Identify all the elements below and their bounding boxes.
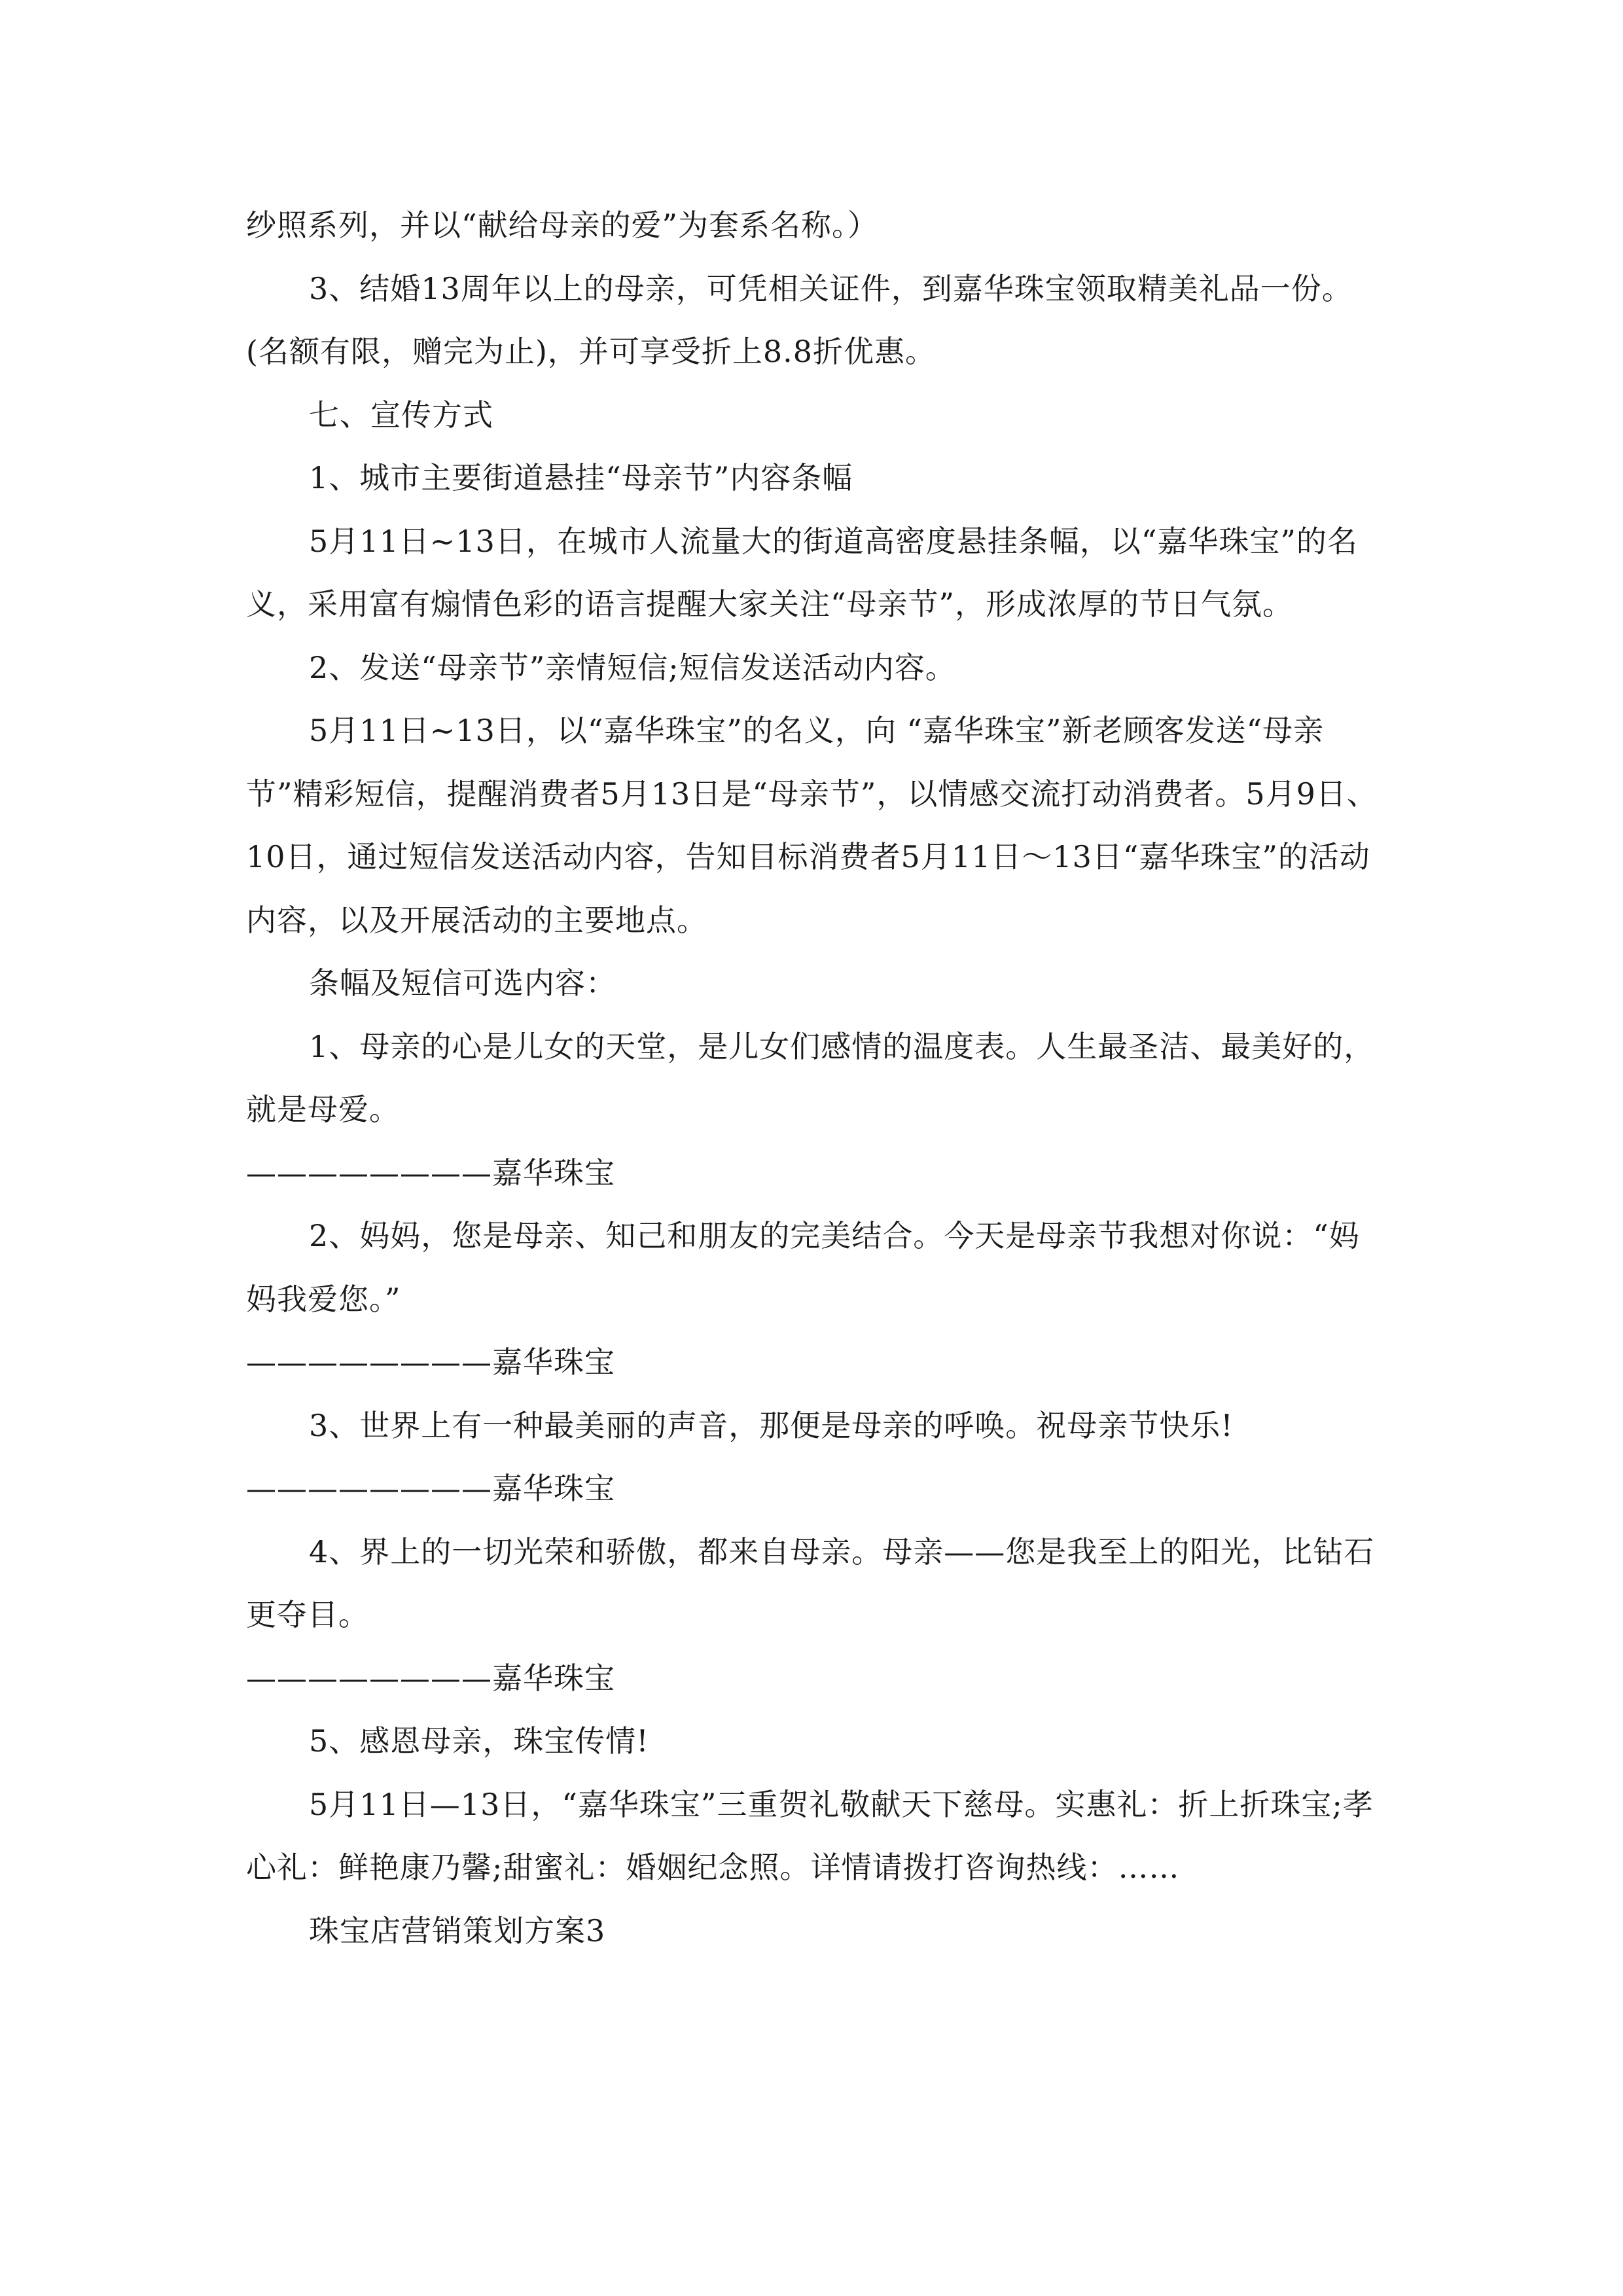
paragraph-banner-heading: 1、城市主要街道悬挂“母亲节”内容条幅	[309, 460, 853, 495]
paragraph-option-5: 5、感恩母亲，珠宝传情!	[309, 1723, 649, 1759]
section-heading-publicity: 七、宣传方式	[309, 397, 493, 433]
signature-line: ————————嘉华珠宝	[246, 1155, 615, 1191]
paragraph-option-3: 3、世界上有一种最美丽的声音，那便是母亲的呼唤。祝母亲节快乐!	[309, 1407, 1234, 1443]
signature-line: ————————嘉华珠宝	[246, 1344, 615, 1380]
paragraph-option-1: 1、母亲的心是儿女的天堂，是儿女们感情的温度表。人生最圣洁、最美好的，就是母爱。	[246, 1028, 1375, 1127]
paragraph-banner-detail: 5月11日~13日，在城市人流量大的街道高密度悬挂条幅，以“嘉华珠宝”的名义，采用富有煽情色彩的语言提醒大家关注“母亲节”，形成浓厚的节日气氛。	[246, 523, 1358, 622]
paragraph-option-2: 2、妈妈，您是母亲、知己和朋友的完美结合。今天是母亲节我想对你说：“妈妈我爱您。”	[246, 1218, 1360, 1317]
signature-line: ————————嘉华珠宝	[246, 1471, 615, 1506]
paragraph-continuation: 纱照系列，并以“献给母亲的爱”为套系名称。）	[246, 207, 879, 243]
paragraph-option-4: 4、界上的一切光荣和骄傲，都来自母亲。母亲——您是我至上的阳光，比钻石更夺目。	[246, 1534, 1375, 1632]
paragraph-options-heading: 条幅及短信可选内容：	[309, 965, 616, 1001]
section-title-plan-3: 珠宝店营销策划方案3	[309, 1912, 606, 1948]
paragraph-sms-detail: 5月11日~13日，以“嘉华珠宝”的名义，向 “嘉华珠宝”新老顾客发送“母亲节”精彩短信，提醒消费者5月13日是“母亲节”，以情感交流打动消费者。5月9日、10日，通过短信发送活动内容，告知目标消费者5月11日～13日“嘉华珠宝”的活动内容，以及开展活动的主要地点。	[246, 713, 1378, 938]
paragraph-promotion-detail: 5月11日—13日，“嘉华珠宝”三重贺礼敬献天下慈母。实惠礼：折上折珠宝;孝心礼：鲜艳康乃馨;甜蜜礼：婚姻纪念照。详情请拨打咨询热线：……	[246, 1786, 1374, 1885]
document-body	[246, 194, 1385, 1962]
signature-line: ————————嘉华珠宝	[246, 1660, 615, 1696]
paragraph-item-3: 3、结婚13周年以上的母亲，可凭相关证件，到嘉华珠宝领取精美礼品一份。(名额有限，赠完为止)，并可享受折上8.8折优惠。	[246, 270, 1353, 369]
paragraph-sms-heading: 2、发送“母亲节”亲情短信;短信发送活动内容。	[309, 649, 956, 685]
